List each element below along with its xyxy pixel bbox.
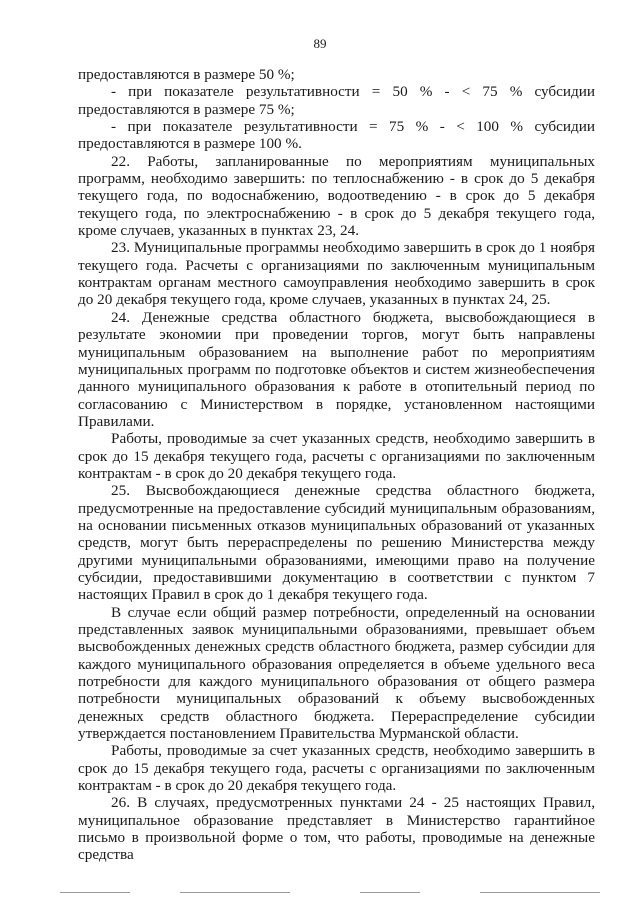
paragraph: В случае если общий размер потребности, определенный на основании представленных заявок муниципальными образованиями, превышает объем высвобожденных денежных средств областного бюджета, размер субсидии для каждого муниципального образования определяется в объеме удельного веса потребности для каждого муниципального образования от общего размера потребности муниципальных образований к объему высвобожденных денежных средств областного бюджета. Перераспределение субсидии утверждается постановлением Правительства Мурманской области. [78, 603, 595, 743]
paragraph: Работы, проводимые за счет указанных средств, необходимо завершить в срок до 15 декабря текущего года, расчеты с организациями по заключенным контрактам - в срок до 20 декабря текущего года. [78, 430, 595, 482]
paragraph-22: 22. Работы, запланированные по мероприятиям муниципальных программ, необходимо завершить: по теплоснабжению - в срок до 5 декабря текущего года, по водоснабжению, водоотведению - в срок до 5 декабря текущего года, по электроснабжению - в срок до 5 декабря текущего года, кроме случаев, указанных в пунктах 23, 24. [78, 152, 595, 240]
paragraph-26: 26. В случаях, предусмотренных пунктами 24 - 25 настоящих Правил, муниципальное образование представляет в Министерство гарантийное письмо в произвольной форме о том, что работы, проводимые на денежные средства [78, 794, 595, 864]
paragraph-continuation: предоставляются в размере 50 %; [78, 66, 295, 83]
paragraph-24: 24. Денежные средства областного бюджета, высвобождающиеся в результате экономии при проведении торгов, могут быть направлены муниципальным образованием на выполнение работ по мероприятиям муниципальных программ по подготовке объектов и систем жизнеобеспечения данного муниципального образования к работе в отопительный период по согласованию с Министерством в порядке, установленном настоящими Правилами. [78, 308, 595, 430]
scan-edge-marks [60, 892, 600, 895]
list-item: - при показателе результативности = 50 % - < 75 % субсидии предоставляются в размере 75 %; [78, 83, 595, 118]
paragraph-25: 25. Высвобождающиеся денежные средства областного бюджета, предусмотренные на предоставление субсидий муниципальным образованиям, на основании письменных отказов муниципальных образований от указанных средств, могут быть перераспределены по решению Министерства между другими муниципальными образованиями, имеющими право на получение субсидии, предоставившими документацию в соответствии с пунктом 7 настоящих Правил в срок до 1 декабря текущего года. [78, 482, 595, 604]
paragraph-23: 23. Муниципальные программы необходимо завершить в срок до 1 ноября текущего года. Расчеты с организациями по заключенным муниципальным контрактам органам местного самоуправления необходимо завершить в срок до 20 декабря текущего года, кроме случаев, указанных в пунктах 24, 25. [78, 239, 595, 309]
paragraph: Работы, проводимые за счет указанных средств, необходимо завершить в срок до 15 декабря текущего года, расчеты с организациями по заключенным контрактам - в срок до 20 декабря текущего года. [78, 742, 595, 795]
list-item: - при показателе результативности = 75 % - < 100 % субсидии предоставляются в размере 100 %. [78, 118, 595, 153]
document-body [78, 66, 595, 864]
page-number: 89 [313, 36, 327, 51]
